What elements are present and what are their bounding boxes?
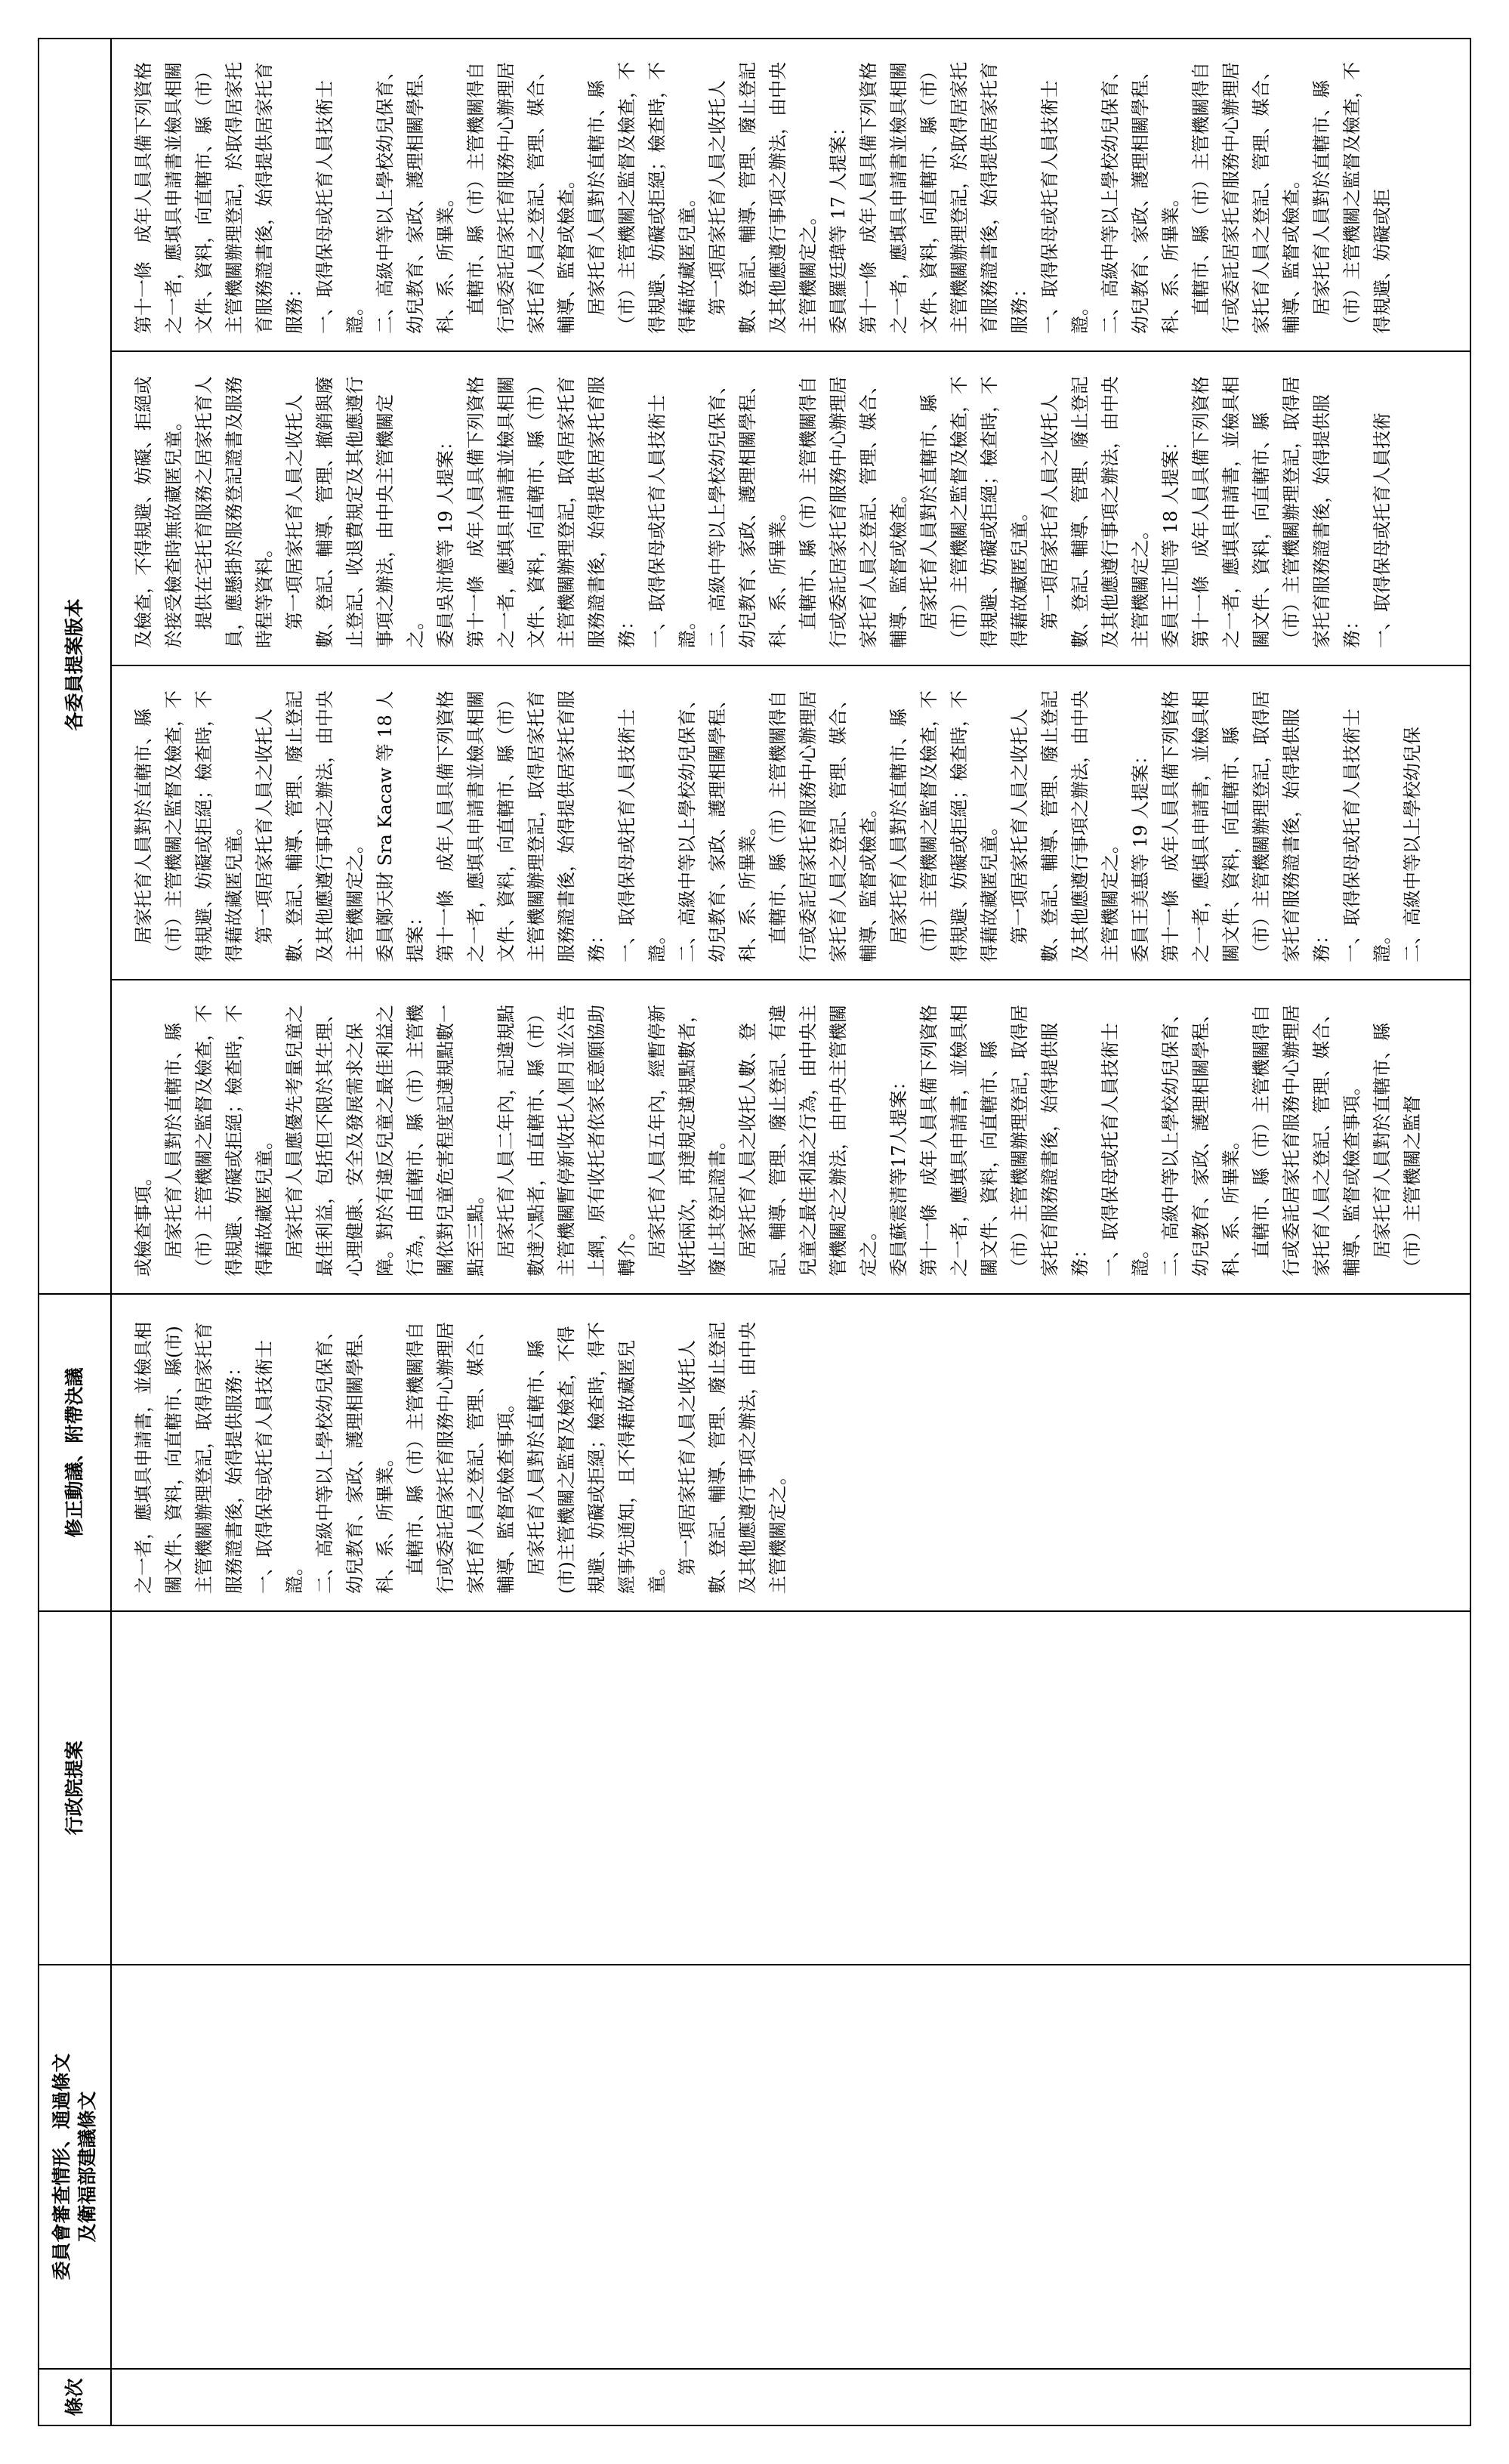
- cell-executive: [112, 1610, 1470, 1964]
- proposal-column: [112, 36, 1470, 350]
- header-amendment: [39, 1293, 110, 1610]
- table-body-row: [112, 39, 1470, 2425]
- proposal-column: [112, 350, 1470, 665]
- cell-committee: [112, 1964, 1470, 2368]
- header-article: [39, 2368, 110, 2425]
- proposal-column: [112, 979, 1470, 1293]
- header-article-label: 條次: [63, 2378, 85, 2416]
- amendment-text: 之一者，應填具申請書，並檢具相關文件、資料，向直轄市、縣(市)主管機關辦理登記，取得居家托育服務證書後，始得提供服務： 一、取得保母或托育人員技術士證。 二、高級中等以上學校幼兒保育、幼兒教育、家政、護理相關學程、科、系、所畢業。 直轄市、縣（市）主管機關得自行或委託居家托育服務中心辦理居家托育人員之登記、管理、媒合、輔導、監督或檢查事項。 居家托育人員對於直轄市、縣(市)主管機關之監督及檢查，不得規避、妨礙或拒絕；檢查時，得不經事先通知，且不得藉故藏匿兒童。 第一項居家托育人員之收托人數、登記、輔導、管理、廢止登記及其他應遵行事項之辦法，由中央主管機關定之。: [133, 1322, 788, 1594]
- cell-amendment: [112, 1293, 1470, 1610]
- header-amendment-label: 修正動議、附帶決議: [63, 1367, 85, 1538]
- cell-proposals: [112, 36, 1470, 1293]
- header-committee: [39, 1964, 110, 2368]
- proposal-text: 居家托育人員對於直轄市、縣（市）主管機關之監督及檢查，不得規避、妨礙或拒絕；檢查時，不得藉故藏匿兒童。 第一項居家托育人員之收托人數、登記、輔導、管理、廢止登記及其他應遵行事項之辦法，由中央主管機關定之。 委員鄭天財 Sra Kacaw 等 18 人提案： 第十一條 成年人員具備下列資格之一者，應填具申請書並檢具相關文件、資料，向直轄市、縣（市）主管機關辦理登記，取得居家托育服務證書後，始得提供居家托育服務： 一、取得保母或托育人員技術士證。 二、高級中等以上學校幼兒保育、幼兒教育、家政、護理相關學程、科、系、所畢業。 直轄市、縣（市）主管機關得自行或委託居家托育服務中心辦理居家托育人員之登記、管理、媒合、輔導、監督或檢查。 居家托育人員對於直轄市、縣（市）主管機關之監督及檢查，不得規避、妨礙或拒絕；檢查時，不得藉故藏匿兒童。 第一項居家托育人員之收托人數、登記、輔導、管理、廢止登記及其他應遵行事項之辦法，由中央主管機關定之。 委員王美惠等 19 人提案： 第十一條 成年人員具備下列資格之一者，應填具申請書，並檢具相關文件、資料，向直轄市、縣（市）主管機關辦理登記，取得居家托育服務證書後，始得提供服務： 一、取得保母或托育人員技術士證。 二、高級中等以上學校幼兒保: [133, 690, 1423, 962]
- proposal-text: 第十一條 成年人員具備下列資格之一者，應填具申請書並檢具相關文件、資料，向直轄市、縣（市）主管機關辦理登記，於取得居家托育服務證書後，始得提供居家托育服務： 一、取得保母或托育人員技術士證。 二、高級中等以上學校幼兒保育、幼兒教育、家政、護理相關學程、科、系、所畢業。 直轄市、縣（市）主管機關得自行或委託居家托育服務中心辦理居家托育人員之登記、管理、媒合、輔導、監督或檢查。 居家托育人員對於直轄市、縣（市）主管機關之監督及檢查，不得規避、妨礙或拒絕；檢查時，不得藉故藏匿兒童。 第一項居家托育人員之收托人數、登記、輔導、管理、廢止登記及其他應遵行事項之辦法，由中央主管機關定之。 委員羅廷瑋等 17 人提案： 第十一條 成年人員具備下列資格之一者，應填具申請書並檢具相關文件、資料，向直轄市、縣（市）主管機關辦理登記，於取得居家托育服務證書後，始得提供居家托育服務： 一、取得保母或托育人員技術士證。 二、高級中等以上學校幼兒保育、幼兒教育、家政、護理相關學程、科、系、所畢業。 直轄市、縣（市）主管機關得自行或委託居家托育服務中心辦理居家托育人員之登記、管理、媒合、輔導、監督或檢查。 居家托育人員對於直轄市、縣（市）主管機關之監督及檢查，不得規避、妨礙或拒: [133, 62, 1393, 334]
- proposal-text: 及檢查，不得規避、妨礙、拒絕或於接受檢查時無故藏匿兒童。 提供在宅托育服務之居家托育人員，應懸掛於服務登記證書及服務時程等資料。 第一項居家托育人員之收托人數、登記、輔導、管理、撤銷與廢止登記、收退費規定及其他應遵行事項之辦法，由中央主管機關定之。 委員吳沛憶等 19 人提案： 第十一條 成年人員具備下列資格之一者，應填具申請書並檢具相關文件、資料，向直轄市、縣（市）主管機關辦理登記，取得居家托育服務證書後，始得提供居家托育服務： 一、取得保母或托育人員技術士證。 二、高級中等以上學校幼兒保育、幼兒教育、家政、護理相關學程、科、系、所畢業。 直轄市、縣（市）主管機關得自行或委託居家托育服務中心辦理居家托育人員之登記、管理、媒合、輔導、監督或檢查。 居家托育人員對於直轄市、縣（市）主管機關之監督及檢查，不得規避、妨礙或拒絕；檢查時，不得藉故藏匿兒童。 第一項居家托育人員之收托人數、登記、輔導、管理、廢止登記及其他應遵行事項之辦法，由中央主管機關定之。 委員王正旭等 18 人提案： 第十一條 成年人員具備下列資格之一者，應填具申請書，並檢具相關文件、資料，向直轄市、縣（市）主管機關辦理登記，取得居家托育服務證書後，始得提供服務： 一、取得保母或托育人員技術: [133, 376, 1393, 648]
- header-proposals: [39, 36, 110, 1293]
- proposal-column: [112, 665, 1470, 979]
- cell-article: [112, 2368, 1470, 2425]
- header-committee-label: 委員會審查情形、通過條文 及衛福部建議條文: [51, 2053, 98, 2280]
- header-executive-label: 行政院提案: [63, 1740, 85, 1836]
- comparison-table: [38, 38, 1471, 2426]
- proposal-text: 或檢查事項。 居家托育人員對於直轄市、縣（市）主管機關之監督及檢查，不得規避、妨礙或拒絕；檢查時，不得藉故藏匿兒童。 居家托育人員應優先考量兒童之最佳利益，包括但不限於其生理、心理健康、安全及發展需求之保障。對於有違反兒童之最佳利益之行為，由直轄市、縣（市）主管機關依對兒童危害程度記違規點數一點至三點。 居家托育人員二年內，記違規點數達六點者，由直轄市、縣（市）主管機關暫停新收托人個月並公告上網，原有收托者依家長意願協助轉介。 居家托育人員五年內，經暫停新收托兩次，再達規定違規點數者，廢止其登記證書。 居家托育人員之收托人數、登記、輔導、管理、廢止登記、有違兒童之最佳利益之行為，由中央主管機關定之辦法，由中央主管機關定之。 委員蘇震清等17人提案： 第十一條 成年人員具備下列資格之一者，應填具申請書，並檢具相關文件、資料，向直轄市、縣（市）主管機關辦理登記，取得居家托育服務證書後，始得提供服務： 一、取得保母或托育人員技術士證。 二、高級中等以上學校幼兒保育、幼兒教育、家政、護理相關學程、科、系、所畢業。 直轄市、縣（市）主管機關得自行或委託居家托育服務中心辦理居家托育人員之登記、管理、媒合、輔導、監督或檢查事項。 居家托育人員對於直轄市、縣（市）主管機關之監督: [133, 1005, 1423, 1277]
- header-proposals-label: 各委員提案版本: [63, 598, 85, 731]
- header-executive: [39, 1610, 110, 1964]
- table-header-row: [39, 39, 112, 2425]
